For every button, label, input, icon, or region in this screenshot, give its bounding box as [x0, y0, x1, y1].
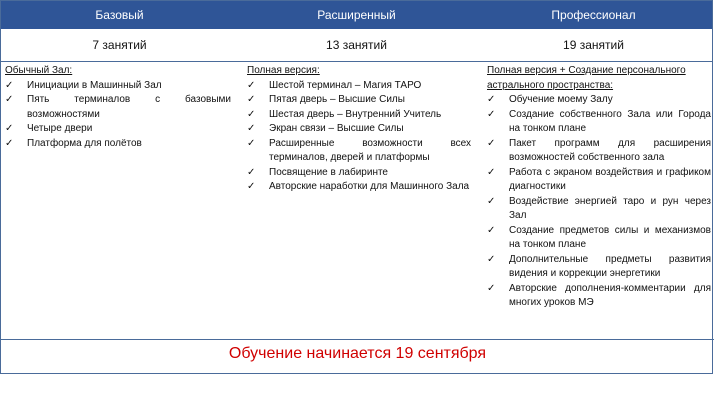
checkmark-icon: ✓ — [487, 94, 496, 105]
feature-item — [5, 137, 231, 152]
count-basic: 7 занятий — [92, 38, 147, 52]
checkmark-icon: ✓ — [5, 137, 14, 149]
feature-text: Пятая дверь – Высшие Силы — [269, 94, 405, 105]
checkmark-icon: ✓ — [487, 166, 496, 178]
feature-text: Экран связи – Высшие Силы — [269, 123, 404, 134]
feature-text: Работа с экраном воздействия и графиком диагностики — [509, 166, 711, 192]
checkmark-icon: ✓ — [247, 123, 256, 134]
feature-item — [247, 166, 471, 181]
feature-item — [487, 108, 711, 137]
feature-item — [487, 253, 711, 282]
feature-text: Шестая дверь – Внутренний Учитель — [269, 108, 442, 120]
checkmark-icon: ✓ — [5, 94, 14, 105]
column-title: Обычный Зал: — [5, 65, 73, 76]
checkmark-icon: ✓ — [247, 166, 256, 178]
feature-text: Посвящение в лабиринте — [269, 166, 388, 178]
checkmark-icon: ✓ — [247, 79, 256, 91]
checkmark-icon: ✓ — [247, 137, 256, 149]
lesson-count-row — [1, 29, 712, 62]
feature-text: Создание собственного Зала или Города на тонком плане — [509, 108, 711, 134]
column-extended — [247, 64, 471, 195]
feature-item — [487, 137, 711, 166]
feature-text: Обучение моему Залу — [509, 94, 613, 105]
feature-text: Пакет программ для расширения возможностей собственного зала — [509, 137, 711, 163]
feature-list — [247, 79, 471, 195]
feature-text: Дополнительные предметы развития видения и коррекции энергетики — [509, 253, 711, 279]
column-professional — [487, 64, 711, 311]
feature-item — [487, 224, 711, 253]
checkmark-icon: ✓ — [487, 195, 496, 207]
checkmark-icon: ✓ — [5, 79, 14, 91]
start-date-notice: Обучение начинается 19 сентября — [228, 345, 487, 362]
feature-item — [247, 122, 471, 137]
header-professional: Профессионал — [551, 8, 636, 22]
checkmark-icon: ✓ — [247, 94, 256, 105]
header-extended: Расширенный — [317, 8, 396, 22]
column-basic — [5, 64, 231, 151]
feature-text: Четыре двери — [27, 123, 93, 134]
checkmark-icon: ✓ — [487, 253, 496, 265]
feature-item — [247, 137, 471, 166]
feature-item — [5, 79, 231, 94]
feature-text: Расширенные возможности всех терминалов, дверей и платформы — [269, 137, 471, 163]
feature-item — [5, 93, 231, 122]
feature-text: Авторские дополнения-комментарии для многих уроков МЭ — [509, 282, 711, 308]
feature-item — [247, 93, 471, 108]
feature-text: Пять терминалов с базовыми возможностями — [27, 94, 231, 120]
header-row — [1, 1, 712, 29]
checkmark-icon: ✓ — [487, 224, 496, 236]
checkmark-icon: ✓ — [247, 108, 256, 120]
checkmark-icon: ✓ — [487, 282, 496, 294]
feature-item — [487, 93, 711, 108]
feature-text: Инициации в Машинный Зал — [27, 79, 162, 91]
checkmark-icon: ✓ — [487, 137, 496, 149]
feature-item — [247, 79, 471, 94]
column-title: Полная версия + Создание персонального астрального пространства: — [487, 65, 686, 91]
footer-divider — [1, 339, 714, 340]
column-title: Полная версия: — [247, 65, 320, 76]
feature-text: Платформа для полётов — [27, 137, 142, 149]
header-basic: Базовый — [95, 8, 144, 22]
checkmark-icon: ✓ — [5, 123, 14, 134]
count-extended: 13 занятий — [326, 38, 387, 52]
feature-list — [487, 93, 711, 311]
feature-text: Шестой терминал – Магия ТАРО — [269, 79, 422, 91]
count-professional: 19 занятий — [563, 38, 624, 52]
feature-item — [487, 166, 711, 195]
checkmark-icon: ✓ — [487, 108, 496, 120]
feature-item — [487, 195, 711, 224]
feature-list — [5, 79, 231, 152]
feature-text: Воздействие энергией таро и рун через Зал — [509, 195, 711, 221]
checkmark-icon: ✓ — [247, 181, 256, 192]
feature-text: Авторские наработки для Машинного Зала — [269, 181, 470, 192]
feature-text: Создание предметов силы и механизмов на тонком плане — [509, 224, 711, 250]
feature-item — [487, 282, 711, 311]
feature-item — [5, 122, 231, 137]
feature-item — [247, 180, 471, 195]
feature-item — [247, 108, 471, 123]
